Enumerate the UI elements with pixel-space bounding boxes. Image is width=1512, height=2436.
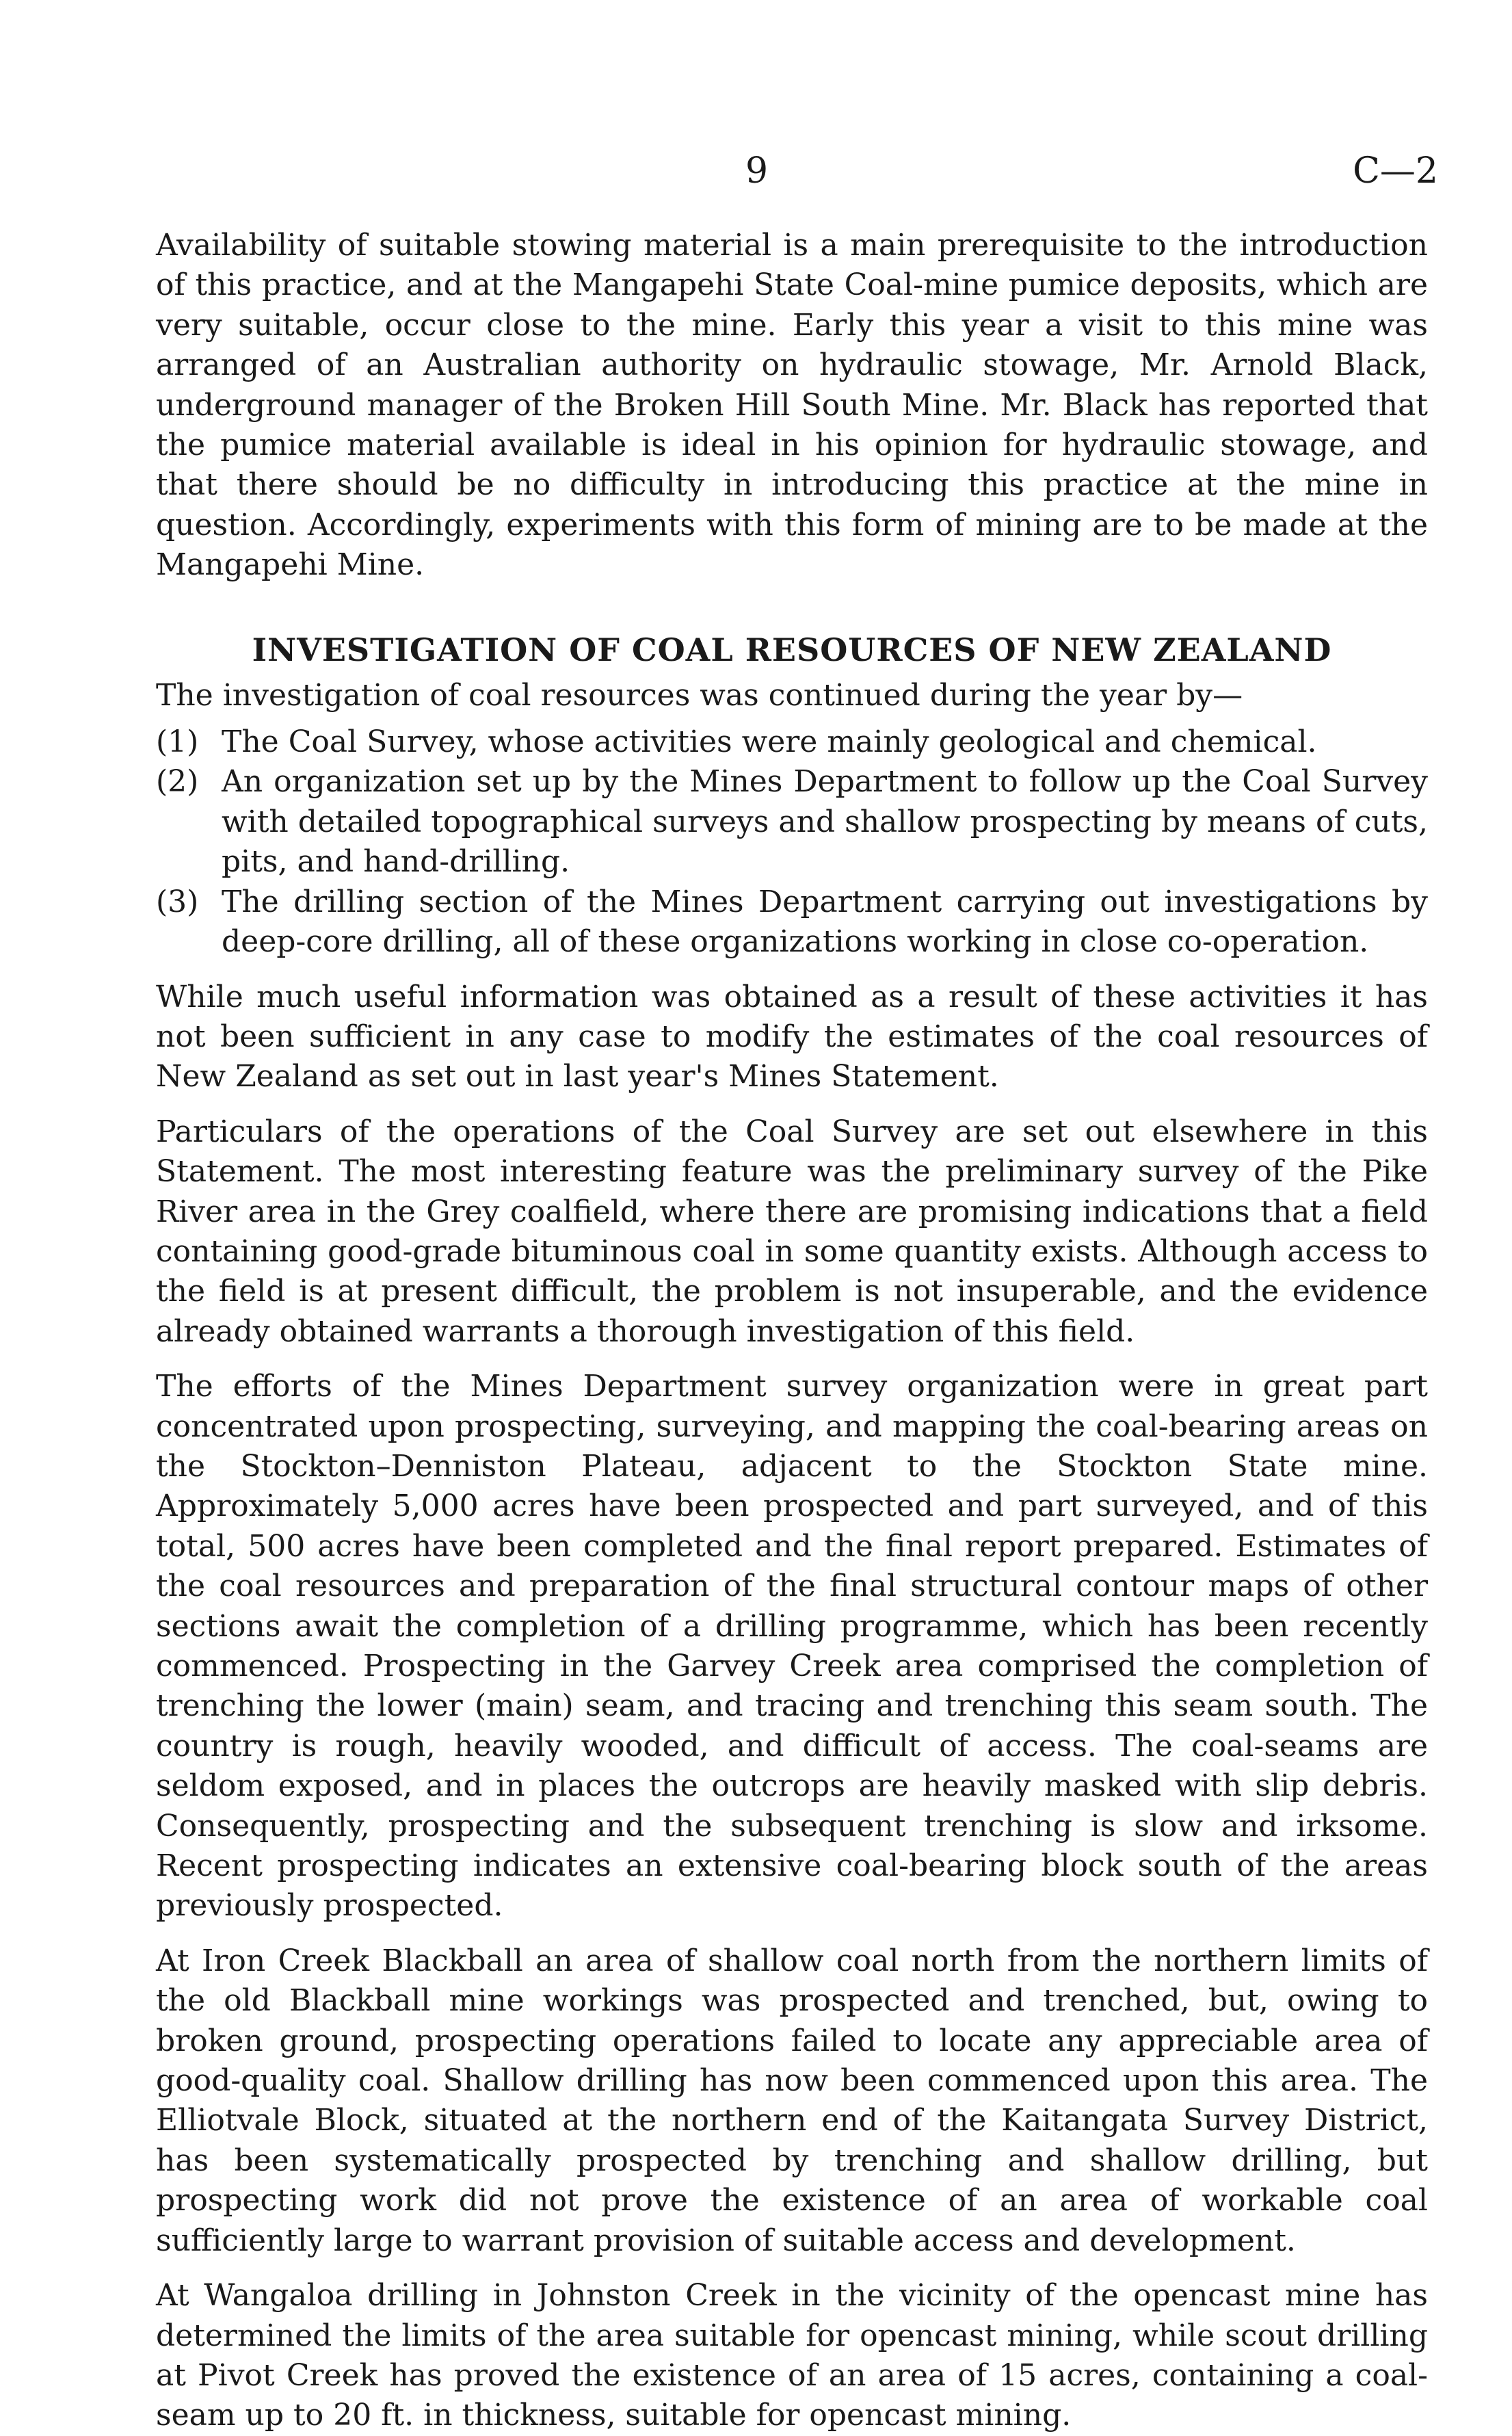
- paragraph-mines-department: The efforts of the Mines Department survey organization were in great part concentrated upon prospecting, surveying, and mapping the coal-bearing areas on the Stockton–Denniston Plateau, adjacent to the Stockton State mine. Approximately 5,000 acres have been prospected and part surveyed, and of this total, 500 acres have been completed and the final report prepared. Estimates of the coal resources and preparation of the final structural contour maps of other sections await the completion of a drilling programme, which has been recently commenced. Prospecting in the Garvey Creek area comprised the completion of trenching the lower (main) seam, and tracing and trenching this seam south. The country is rough, heavily wooded, and difficult of access. The coal-seams are seldom exposed, and in places the outcrops are heavily masked with slip debris. Consequently, prospecting and the subsequent trenching is slow and irksome. Recent prospecting indicates an extensive coal-bearing block south of the areas previously prospected.: [156, 1369, 1428, 1924]
- paragraph-coal-survey: Particulars of the operations of the Coal Survey are set out elsewhere in this Statement. The most interesting feature was the preliminary survey of the Pike River area in the Grey coalfield, where there are promising indications that a field containing good-grade bituminous coal in some quantity exists. Although access to the field is at present difficult, the problem is not insuperable, and the evidence already obtained warrants a thorough investigation of this field.: [156, 1114, 1428, 1349]
- list-item-number: (3): [156, 884, 199, 919]
- section-heading: INVESTIGATION OF COAL RESOURCES OF NEW ZEALAND: [252, 631, 1332, 668]
- list-item: [156, 882, 1428, 962]
- organization-list: [156, 722, 1428, 962]
- document-body: [156, 226, 1428, 2436]
- paragraph-estimates: While much useful information was obtained as a result of these activities it has not been sufficient in any case to modify the estimates of the coal resources of New Zealand as set out in last year's Mines Statement.: [156, 979, 1428, 1095]
- list-item-number: (2): [156, 764, 199, 800]
- paragraph-wangaloa: At Wangaloa drilling in Johnston Creek in the vicinity of the opencast mine has determined the limits of the area suitable for opencast mining, while scout drilling at Pivot Creek has proved the existence of an area of 15 acres, containing a coal-seam up to 20 ft. in thickness, suitable for opencast mining.: [156, 2278, 1428, 2433]
- list-item-number: (1): [156, 724, 199, 760]
- list-item-text: The drilling section of the Mines Department carrying out investigations by deep-core drilling, all of these organizations working in close co-operation.: [222, 884, 1428, 960]
- page-reference: C—2: [1353, 150, 1438, 192]
- list-item: [156, 762, 1428, 882]
- page-header: [0, 144, 1512, 198]
- paragraph-stowing: Availability of suitable stowing material is a main prerequisite to the introduction of this practice, and at the Mangapehi State Coal-mine pumice deposits, which are very suitable, occur close to the mine. Early this year a visit to this mine was arranged of an Australian authority on hydraulic stowage, Mr. Arnold Black, underground manager of the Broken Hill South Mine. Mr. Black has reported that the pumice material available is ideal in his opinion for hydraulic stowage, and that there should be no difficulty in introducing this practice at the mine in question. Accordingly, experiments with this form of mining are to be made at the Mangapehi Mine.: [156, 228, 1428, 583]
- section-intro: The investigation of coal resources was continued during the year by—: [156, 677, 1243, 713]
- list-item-text: The Coal Survey, whose activities were mainly geological and chemical.: [222, 724, 1317, 760]
- page-number: 9: [745, 150, 769, 192]
- list-item-text: An organization set up by the Mines Department to follow up the Coal Survey with detailed topographical surveys and shallow prospecting by means of cuts, pits, and hand-drilling.: [222, 764, 1428, 880]
- list-item: [156, 722, 1428, 762]
- paragraph-iron-creek: At Iron Creek Blackball an area of shallow coal north from the northern limits of the old Blackball mine workings was prospected and trenched, but, owing to broken ground, prospecting operations failed to locate any appreciable area of good-quality coal. Shallow drilling has now been commenced upon this area. The Elliotvale Block, situated at the northern end of the Kaitangata Survey District, has been systematically prospected by trenching and shallow drilling, but prospecting work did not prove the existence of an area of workable coal sufficiently large to warrant provision of suitable access and development.: [156, 1943, 1428, 2258]
